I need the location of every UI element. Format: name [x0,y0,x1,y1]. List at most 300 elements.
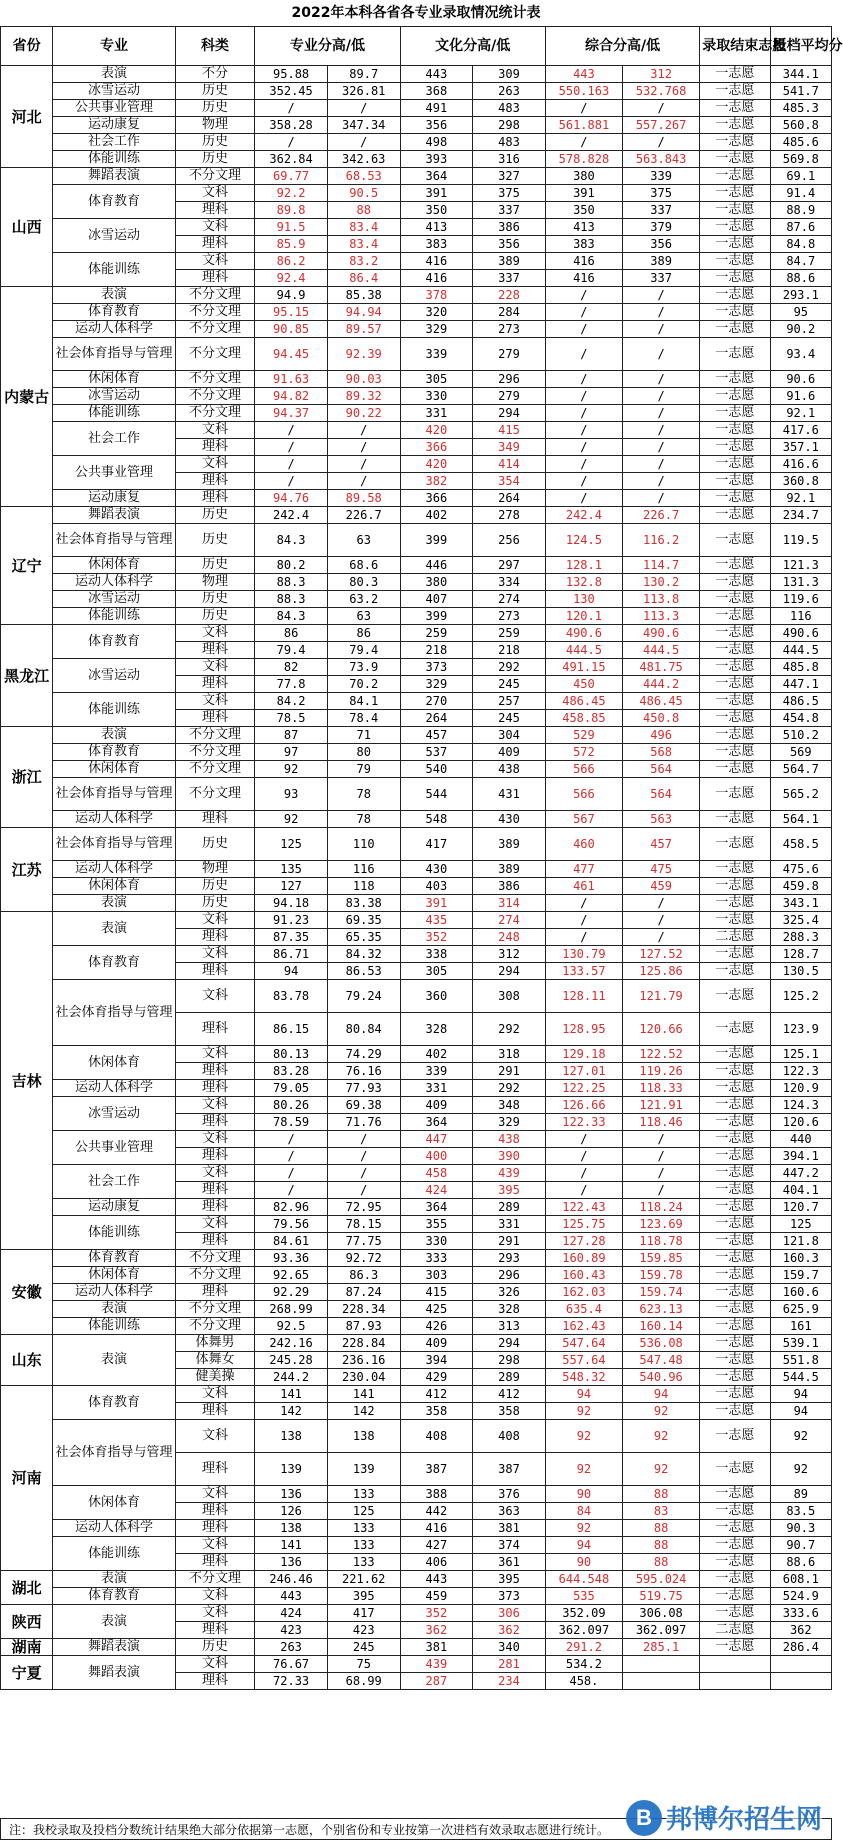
culture-low-cell: 294 [473,405,546,422]
culture-high-cell: 378 [400,287,473,304]
status-cell: 一志愿 [700,1318,770,1335]
prof-high-cell: 92.65 [255,1267,328,1284]
culture-low-cell: 483 [473,134,546,151]
major-cell: 体能训练 [53,253,176,287]
prof-low-cell: 228.34 [327,1301,400,1318]
culture-high-cell: 425 [400,1301,473,1318]
culture-high-cell: 333 [400,1250,473,1267]
header-subject: 科类 [175,27,254,66]
composite-low-cell: 306.08 [623,1605,700,1622]
average-cell: 125 [770,1216,831,1233]
province-cell: 宁夏 [1,1656,53,1690]
prof-high-cell: 242.4 [255,507,328,524]
prof-high-cell: 95.88 [255,66,328,83]
table-row [1,1097,832,1114]
subject-cell: 历史 [175,591,254,608]
major-cell: 社会体育指导与管理 [53,338,176,371]
composite-low-cell: 125.86 [623,963,700,980]
culture-high-cell: 394 [400,1352,473,1369]
culture-low-cell: 414 [473,456,546,473]
prof-low-cell: 90.22 [327,405,400,422]
major-cell: 运动人体科学 [53,1284,176,1301]
composite-low-cell: 362.097 [623,1622,700,1639]
prof-low-cell: 245 [327,1639,400,1656]
major-cell: 表演 [53,1571,176,1588]
status-cell: 一志愿 [700,202,770,219]
prof-high-cell: 69.77 [255,168,328,185]
composite-low-cell: 536.08 [623,1335,700,1352]
prof-low-cell: 90.5 [327,185,400,202]
subject-cell: 理科 [175,1013,254,1046]
composite-high-cell: 458. [545,1673,622,1690]
prof-low-cell: 139 [327,1453,400,1486]
major-cell: 冰雪运动 [53,659,176,693]
table-row [1,693,832,710]
prof-high-cell: 89.8 [255,202,328,219]
average-cell: 90.2 [770,321,831,338]
average-cell: 89 [770,1486,831,1503]
average-cell: 161 [770,1318,831,1335]
average-cell: 569 [770,744,831,761]
table-row [1,321,832,338]
prof-low-cell: 80 [327,744,400,761]
prof-low-cell: 83.38 [327,895,400,912]
table-row [1,1656,832,1673]
status-cell: 一志愿 [700,287,770,304]
composite-low-cell: 118.33 [623,1080,700,1097]
composite-high-cell: 572 [545,744,622,761]
major-cell: 体育教育 [53,1250,176,1267]
province-cell: 山西 [1,168,53,287]
composite-high-cell: 534.2 [545,1656,622,1673]
composite-high-cell: 644.548 [545,1571,622,1588]
province-cell: 湖南 [1,1639,53,1656]
culture-high-cell: 424 [400,1182,473,1199]
composite-low-cell: 312 [623,66,700,83]
average-cell: 416.6 [770,456,831,473]
culture-low-cell: 289 [473,1199,546,1216]
composite-high-cell: / [545,287,622,304]
composite-high-cell: 162.03 [545,1284,622,1301]
major-cell: 社会工作 [53,1165,176,1199]
subject-cell: 物理 [175,861,254,878]
composite-low-cell: / [623,321,700,338]
culture-low-cell: 363 [473,1503,546,1520]
prof-low-cell: 110 [327,828,400,861]
prof-low-cell: / [327,1182,400,1199]
prof-high-cell: 84.2 [255,693,328,710]
table-row [1,304,832,321]
subject-cell: 理科 [175,1673,254,1690]
composite-low-cell: 118.46 [623,1114,700,1131]
prof-low-cell: 78.15 [327,1216,400,1233]
table-row [1,134,832,151]
prof-high-cell: 136 [255,1486,328,1503]
composite-high-cell: 416 [545,270,622,287]
culture-low-cell: 292 [473,659,546,676]
subject-cell: 不分文理 [175,1318,254,1335]
major-cell: 休闲体育 [53,1486,176,1520]
culture-high-cell: 430 [400,861,473,878]
subject-cell: 健美操 [175,1369,254,1386]
prof-high-cell: 83.78 [255,980,328,1013]
culture-high-cell: 426 [400,1318,473,1335]
status-cell: 一志愿 [700,507,770,524]
composite-high-cell: 362.097 [545,1622,622,1639]
culture-high-cell: 330 [400,1233,473,1250]
culture-high-cell: 435 [400,912,473,929]
prof-high-cell: 80.26 [255,1097,328,1114]
status-cell: 一志愿 [700,371,770,388]
culture-low-cell: 293 [473,1250,546,1267]
composite-low-cell: 481.75 [623,659,700,676]
composite-low-cell: 564 [623,778,700,811]
status-cell: 一志愿 [700,1250,770,1267]
status-cell: 一志愿 [700,693,770,710]
prof-low-cell: 79.24 [327,980,400,1013]
culture-high-cell: 218 [400,642,473,659]
culture-high-cell: 416 [400,253,473,270]
culture-high-cell: 420 [400,422,473,439]
culture-low-cell: 245 [473,676,546,693]
culture-low-cell: 328 [473,1301,546,1318]
prof-high-cell: 92.2 [255,185,328,202]
prof-high-cell: 142 [255,1403,328,1420]
culture-low-cell: 292 [473,1080,546,1097]
composite-high-cell: 413 [545,219,622,236]
prof-low-cell: 73.9 [327,659,400,676]
composite-high-cell: 92 [545,1520,622,1537]
table-row [1,219,832,236]
prof-high-cell: 94.82 [255,388,328,405]
subject-cell: 理科 [175,676,254,693]
admission-table [0,26,843,1690]
prof-high-cell: 79.56 [255,1216,328,1233]
culture-low-cell: 430 [473,811,546,828]
culture-low-cell: 296 [473,1267,546,1284]
average-cell: 124.3 [770,1097,831,1114]
prof-low-cell: 423 [327,1622,400,1639]
average-cell: 485.8 [770,659,831,676]
average-cell: 444.5 [770,642,831,659]
prof-low-cell: 77.93 [327,1080,400,1097]
composite-low-cell: / [623,287,700,304]
culture-high-cell: 409 [400,1335,473,1352]
subject-cell: 文科 [175,693,254,710]
subject-cell: 历史 [175,557,254,574]
composite-high-cell: 291.2 [545,1639,622,1656]
subject-cell: 理科 [175,710,254,727]
prof-high-cell: 93.36 [255,1250,328,1267]
major-cell: 公共事业管理 [53,1131,176,1165]
status-cell: 一志愿 [700,591,770,608]
prof-high-cell: 92.4 [255,270,328,287]
prof-high-cell: 443 [255,1588,328,1605]
table-row [1,761,832,778]
prof-high-cell: 94 [255,963,328,980]
culture-high-cell: 328 [400,1013,473,1046]
composite-high-cell: 486.45 [545,693,622,710]
prof-low-cell: 76.16 [327,1063,400,1080]
major-cell: 体能训练 [53,405,176,422]
prof-high-cell: / [255,1165,328,1182]
composite-high-cell: 529 [545,727,622,744]
prof-high-cell: 84.3 [255,608,328,625]
culture-high-cell: 259 [400,625,473,642]
subject-cell: 理科 [175,473,254,490]
culture-high-cell: 303 [400,1267,473,1284]
culture-high-cell: 388 [400,1486,473,1503]
subject-cell: 理科 [175,1622,254,1639]
average-cell: 625.9 [770,1301,831,1318]
status-cell: 一志愿 [700,1097,770,1114]
prof-low-cell: 71 [327,727,400,744]
prof-high-cell: 246.46 [255,1571,328,1588]
composite-high-cell: / [545,1148,622,1165]
culture-high-cell: 305 [400,963,473,980]
culture-high-cell: 366 [400,490,473,507]
composite-low-cell: 457 [623,828,700,861]
prof-low-cell: 133 [327,1486,400,1503]
prof-high-cell: 94.18 [255,895,328,912]
status-cell: 一志愿 [700,1182,770,1199]
subject-cell: 文科 [175,1165,254,1182]
status-cell: 一志愿 [700,811,770,828]
table-row [1,778,832,811]
table-row [1,659,832,676]
subject-cell: 文科 [175,912,254,929]
prof-high-cell: 141 [255,1386,328,1403]
composite-low-cell: 118.78 [623,1233,700,1250]
culture-low-cell: 387 [473,1453,546,1486]
average-cell: 92 [770,1453,831,1486]
prof-high-cell: 90.85 [255,321,328,338]
composite-low-cell: 563.843 [623,151,700,168]
prof-high-cell: / [255,100,328,117]
culture-high-cell: 329 [400,321,473,338]
subject-cell: 物理 [175,117,254,134]
table-row [1,490,832,507]
major-cell: 社会体育指导与管理 [53,828,176,861]
culture-low-cell: 386 [473,878,546,895]
composite-low-cell: 563 [623,811,700,828]
composite-low-cell: / [623,912,700,929]
status-cell: 一志愿 [700,1046,770,1063]
composite-low-cell: / [623,1165,700,1182]
prof-low-cell: / [327,134,400,151]
table-row [1,405,832,422]
composite-low-cell: / [623,473,700,490]
prof-high-cell: 94.45 [255,338,328,371]
status-cell: 一志愿 [700,100,770,117]
major-cell: 运动人体科学 [53,861,176,878]
prof-low-cell: 71.76 [327,1114,400,1131]
composite-high-cell: 133.57 [545,963,622,980]
composite-high-cell: 92 [545,1403,622,1420]
major-cell: 体育教育 [53,1386,176,1420]
table-row [1,1080,832,1097]
composite-high-cell: 94 [545,1537,622,1554]
composite-low-cell: 88 [623,1486,700,1503]
culture-high-cell: 416 [400,270,473,287]
prof-low-cell: 236.16 [327,1352,400,1369]
subject-cell: 文科 [175,1046,254,1063]
prof-high-cell: 80.13 [255,1046,328,1063]
composite-high-cell: 550.163 [545,83,622,100]
status-cell: 一志愿 [700,1131,770,1148]
status-cell: 一志愿 [700,1267,770,1284]
composite-low-cell: 159.78 [623,1267,700,1284]
composite-low-cell: 130.2 [623,574,700,591]
major-cell: 体能训练 [53,693,176,727]
status-cell: 一志愿 [700,1639,770,1656]
prof-high-cell: 93 [255,778,328,811]
prof-high-cell: 91.23 [255,912,328,929]
subject-cell: 文科 [175,422,254,439]
status-cell: 一志愿 [700,185,770,202]
prof-high-cell: 77.8 [255,676,328,693]
composite-high-cell: 578.828 [545,151,622,168]
culture-high-cell: 427 [400,1537,473,1554]
status-cell: 一志愿 [700,1537,770,1554]
culture-high-cell: 381 [400,1639,473,1656]
composite-high-cell: 443 [545,66,622,83]
prof-high-cell: 138 [255,1420,328,1453]
culture-high-cell: 270 [400,693,473,710]
table-row [1,83,832,100]
average-cell: 128.7 [770,946,831,963]
composite-high-cell: / [545,1182,622,1199]
composite-low-cell: 532.768 [623,83,700,100]
composite-high-cell: / [545,134,622,151]
composite-low-cell: 92 [623,1403,700,1420]
subject-cell: 理科 [175,1520,254,1537]
status-cell: 一志愿 [700,1284,770,1301]
subject-cell: 历史 [175,608,254,625]
subject-cell: 理科 [175,439,254,456]
composite-low-cell: 339 [623,168,700,185]
major-cell: 体育教育 [53,304,176,321]
composite-low-cell: 92 [623,1420,700,1453]
status-cell: 一志愿 [700,321,770,338]
prof-high-cell: 88.3 [255,574,328,591]
composite-high-cell: 162.43 [545,1318,622,1335]
table-row [1,811,832,828]
prof-high-cell: 92 [255,761,328,778]
status-cell: 一志愿 [700,1233,770,1250]
province-cell: 湖北 [1,1571,53,1605]
status-cell: 一志愿 [700,1453,770,1486]
status-cell: 一志愿 [700,1520,770,1537]
major-cell: 休闲体育 [53,1267,176,1284]
composite-high-cell: 383 [545,236,622,253]
prof-high-cell: 85.9 [255,236,328,253]
major-cell: 表演 [53,1301,176,1318]
table-row [1,878,832,895]
table-row [1,1420,832,1453]
culture-low-cell: 340 [473,1639,546,1656]
subject-cell: 不分文理 [175,388,254,405]
composite-low-cell: 568 [623,744,700,761]
prof-high-cell: 80.2 [255,557,328,574]
prof-low-cell: / [327,422,400,439]
prof-low-cell: 86.4 [327,270,400,287]
status-cell: 一志愿 [700,1420,770,1453]
subject-cell: 文科 [175,1420,254,1453]
prof-low-cell: 78.4 [327,710,400,727]
major-cell: 休闲体育 [53,1046,176,1080]
watermark-text: 邦博尔招生网 [666,1799,822,1836]
major-cell: 冰雪运动 [53,591,176,608]
status-cell: 一志愿 [700,473,770,490]
status-cell: 一志愿 [700,828,770,861]
status-cell: 一志愿 [700,490,770,507]
average-cell: 94 [770,1386,831,1403]
major-cell: 体育教育 [53,1588,176,1605]
prof-high-cell: 94.37 [255,405,328,422]
major-cell: 社会体育指导与管理 [53,778,176,811]
culture-low-cell: 326 [473,1284,546,1301]
composite-low-cell [623,1673,700,1690]
culture-high-cell: 439 [400,1656,473,1673]
subject-cell: 文科 [175,1588,254,1605]
composite-low-cell: 285.1 [623,1639,700,1656]
composite-high-cell: 84 [545,1503,622,1520]
culture-low-cell: 292 [473,1013,546,1046]
subject-cell: 理科 [175,1503,254,1520]
major-cell: 运动人体科学 [53,1080,176,1097]
prof-high-cell: 141 [255,1537,328,1554]
average-cell: 88.6 [770,270,831,287]
composite-low-cell: 337 [623,202,700,219]
subject-cell: 不分文理 [175,405,254,422]
subject-cell: 理科 [175,1233,254,1250]
table-row [1,1386,832,1403]
prof-low-cell: 68.6 [327,557,400,574]
culture-high-cell: 498 [400,134,473,151]
composite-high-cell: 124.5 [545,524,622,557]
prof-high-cell: 86.2 [255,253,328,270]
status-cell: 一志愿 [700,117,770,134]
composite-low-cell: 88 [623,1537,700,1554]
status-cell: 一志愿 [700,1403,770,1420]
subject-cell: 理科 [175,1080,254,1097]
composite-high-cell: 94 [545,1386,622,1403]
prof-high-cell: 88.3 [255,591,328,608]
composite-high-cell: / [545,422,622,439]
header-composite-score: 综合分高/低 [545,27,699,66]
prof-low-cell: / [327,1165,400,1182]
culture-high-cell: 338 [400,946,473,963]
composite-low-cell: 459 [623,878,700,895]
prof-high-cell: / [255,439,328,456]
prof-low-cell: 68.99 [327,1673,400,1690]
subject-cell: 理科 [175,1199,254,1216]
composite-high-cell: 122.33 [545,1114,622,1131]
prof-low-cell: 89.57 [327,321,400,338]
table-row [1,1486,832,1503]
culture-low-cell: 358 [473,1403,546,1420]
composite-high-cell: / [545,338,622,371]
composite-high-cell: 129.18 [545,1046,622,1063]
prof-low-cell: 84.32 [327,946,400,963]
prof-low-cell: 228.84 [327,1335,400,1352]
culture-low-cell: 308 [473,980,546,1013]
composite-high-cell: 160.89 [545,1250,622,1267]
header-province: 省份 [1,27,53,66]
table-row [1,912,832,929]
average-cell: 92.1 [770,490,831,507]
